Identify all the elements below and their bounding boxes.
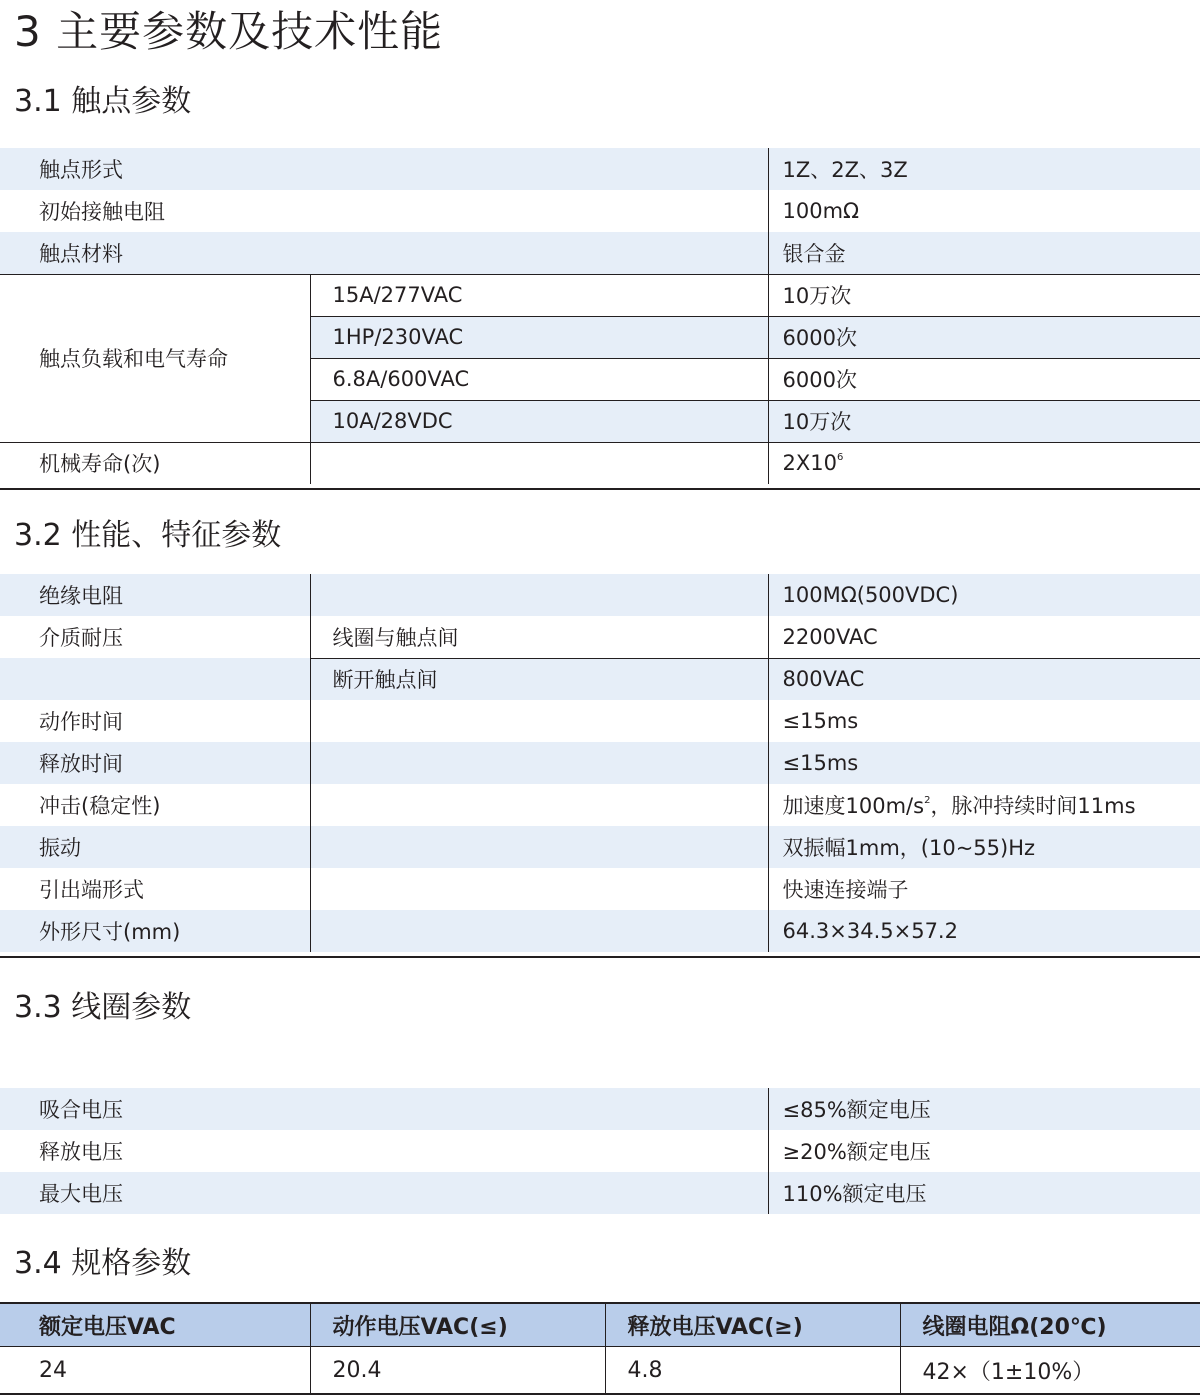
table-row (0, 910, 1200, 952)
table-row (0, 190, 1200, 232)
value-post: ，脉冲持续时间11ms (930, 794, 1136, 818)
section-heading-contact: 3.1 触点参数 (14, 84, 192, 119)
row-condition (310, 700, 768, 742)
row-label: 触点材料 (0, 232, 768, 274)
table-header-row (0, 1303, 1200, 1347)
table-row (0, 826, 1200, 868)
row-value: ≤15ms (768, 742, 1200, 784)
row-value: ≤15ms (768, 700, 1200, 742)
row-label: 引出端形式 (39, 878, 144, 902)
table-row (0, 574, 1200, 616)
section-heading-performance: 3.2 性能、特征参数 (14, 518, 282, 553)
value-exponent: 6 (836, 452, 844, 464)
row-condition (310, 784, 768, 826)
row-condition (310, 868, 768, 910)
table-row (0, 232, 1200, 274)
table-row (0, 1130, 1200, 1172)
table-row (0, 274, 1200, 316)
table-row (0, 1172, 1200, 1214)
column-header: 额定电压VAC (0, 1303, 310, 1347)
table-row (0, 1347, 1200, 1395)
performance-params-table (0, 574, 1200, 952)
row-value: 100mΩ (768, 190, 1200, 232)
section-heading-coil: 3.3 线圈参数 (14, 990, 192, 1025)
page-title: 3 主要参数及技术性能 (14, 7, 444, 56)
row-condition: 6.8A/600VAC (310, 358, 768, 400)
table-row (0, 658, 1200, 700)
row-label: 释放电压 (39, 1140, 123, 1164)
row-value: 1Z、2Z、3Z (768, 148, 1200, 190)
table-cell: 42×（1±10%） (900, 1347, 1200, 1395)
row-value: ≤85%额定电压 (768, 1088, 1200, 1130)
row-value: 64.3×34.5×57.2 (768, 910, 1200, 952)
table-cell: 4.8 (605, 1347, 900, 1395)
row-label: 振动 (0, 826, 310, 868)
table-row (0, 700, 1200, 742)
table-row (0, 1088, 1200, 1130)
row-condition: 10A/28VDC (310, 400, 768, 442)
row-value (768, 784, 1200, 826)
row-label: 绝缘电阻 (0, 574, 310, 616)
row-label: 释放时间 (0, 742, 310, 784)
row-value: 2200VAC (768, 616, 1200, 658)
table-row (0, 784, 1200, 826)
row-label: 动作时间 (39, 710, 123, 734)
row-condition: 15A/277VAC (310, 274, 768, 316)
row-condition (310, 574, 768, 616)
row-label (0, 658, 310, 700)
row-value: 10万次 (768, 400, 1200, 442)
section-rule (0, 488, 1200, 490)
row-label: 介质耐压 (39, 626, 123, 650)
row-value: 800VAC (768, 658, 1200, 700)
value-base: 2X10 (782, 451, 837, 476)
row-label: 最大电压 (0, 1172, 768, 1214)
row-label: 触点负载和电气寿命 (0, 274, 310, 442)
row-label: 初始接触电阻 (39, 200, 165, 224)
row-label: 吸合电压 (0, 1088, 768, 1130)
row-label: 触点形式 (0, 148, 768, 190)
row-condition (310, 742, 768, 784)
row-value: ≥20%额定电压 (768, 1130, 1200, 1172)
row-label: 机械寿命(次) (39, 452, 161, 477)
row-condition: 线圈与触点间 (310, 616, 768, 658)
row-value: 10万次 (768, 274, 1200, 316)
row-condition (310, 442, 768, 484)
table-row (0, 148, 1200, 190)
column-header: 释放电压VAC(≥) (605, 1303, 900, 1347)
row-condition: 1HP/230VAC (310, 316, 768, 358)
column-header: 线圈电阻Ω(20℃) (900, 1303, 1200, 1347)
table-cell: 20.4 (310, 1347, 605, 1395)
table-cell: 24 (0, 1347, 310, 1395)
table-row (0, 742, 1200, 784)
value-pre: 加速度100m/s (782, 794, 925, 818)
spec-table (0, 1302, 1200, 1395)
row-value: 110%额定电压 (768, 1172, 1200, 1214)
row-value: 6000次 (768, 358, 1200, 400)
value-exponent: 2 (924, 795, 931, 806)
row-condition: 断开触点间 (310, 658, 768, 700)
table-row (0, 442, 1200, 484)
row-value (768, 442, 1200, 484)
coil-params-table (0, 1088, 1200, 1214)
row-value: 银合金 (768, 232, 1200, 274)
row-label: 冲击(稳定性) (39, 794, 161, 818)
table-row (0, 616, 1200, 658)
section-rule (0, 956, 1200, 958)
row-value: 快速连接端子 (768, 868, 1200, 910)
row-value: 6000次 (768, 316, 1200, 358)
contact-params-table (0, 148, 1200, 484)
row-condition (310, 826, 768, 868)
row-condition (310, 910, 768, 952)
row-label: 外形尺寸(mm) (0, 910, 310, 952)
column-header: 动作电压VAC(≤) (310, 1303, 605, 1347)
table-row (0, 868, 1200, 910)
section-heading-spec: 3.4 规格参数 (14, 1246, 192, 1281)
row-value: 100MΩ(500VDC) (768, 574, 1200, 616)
row-value: 双振幅1mm，(10~55)Hz (768, 826, 1200, 868)
